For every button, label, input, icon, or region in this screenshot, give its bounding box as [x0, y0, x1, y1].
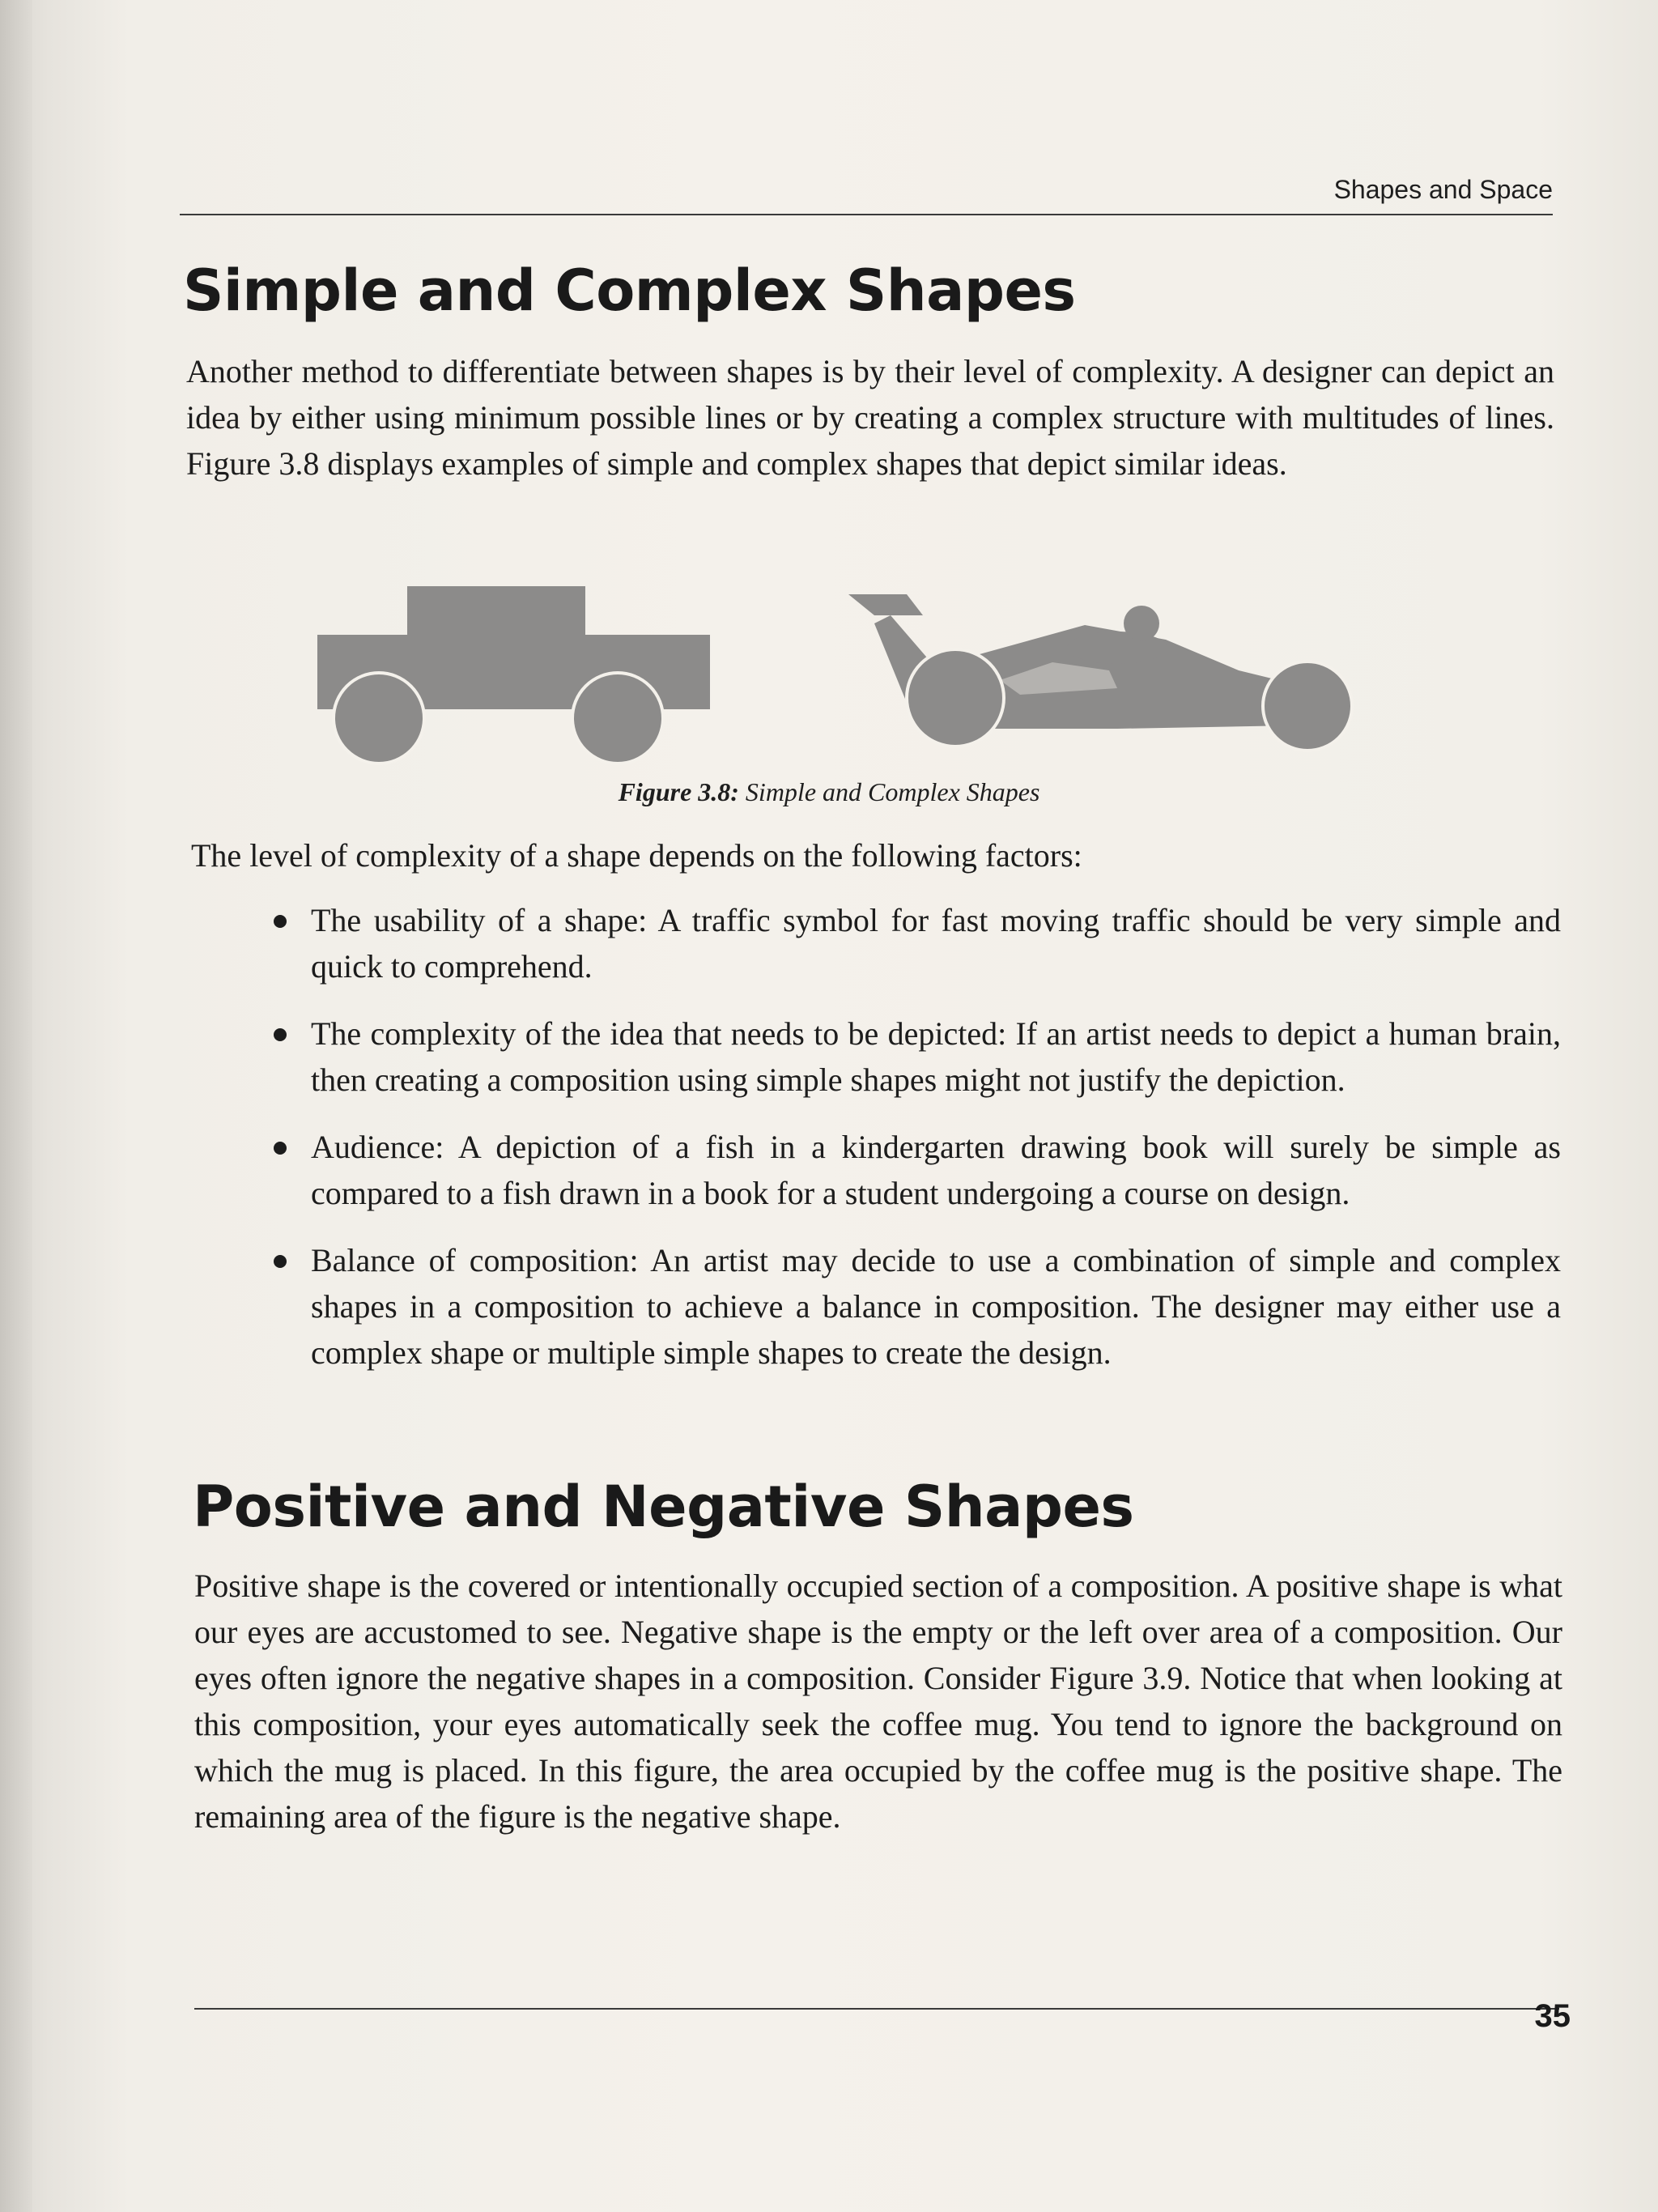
figure-caption-label: Figure 3.8: [618, 777, 739, 806]
list-item-text: Audience: A depiction of a fish in a kindergarten drawing book will surely be simple as compared to a fish drawn in a book for a student undergoing a course on design. [311, 1129, 1561, 1211]
bullet-icon [274, 1255, 287, 1268]
section-heading-positive-negative: Positive and Negative Shapes [193, 1474, 1134, 1540]
header-rule [180, 214, 1553, 215]
book-spine-shadow [0, 0, 32, 2212]
list-item-text: The usability of a shape: A traffic symbol for fast moving traffic should be very simple and quick to comprehend. [311, 902, 1561, 985]
factors-list [267, 897, 1561, 1397]
truck-icon [317, 586, 710, 764]
factors-intro: The level of complexity of a shape depends on the following factors: [191, 837, 1082, 874]
section-heading-simple-complex: Simple and Complex Shapes [183, 257, 1076, 324]
bullet-icon [274, 915, 287, 928]
figure-3-8-illustration [308, 567, 1425, 769]
page-number: 35 [1534, 1998, 1571, 2034]
footer-rule [194, 2008, 1559, 2010]
list-item [267, 1237, 1561, 1376]
bullet-icon [274, 1028, 287, 1041]
figure-3-8 [308, 567, 1425, 769]
race-car-icon [848, 594, 1352, 751]
list-item [267, 897, 1561, 989]
bullet-icon [274, 1142, 287, 1155]
figure-caption [0, 777, 1658, 807]
positive-negative-paragraph: Positive shape is the covered or intentionally occupied section of a composition. A positive shape is what our eyes are accustomed to see. Negative shape is the empty or the left over area of a composition. Our eyes often ignore the negative shapes in a composition. Consider Figure 3.9. Notice that when looking at this composition, your eyes automatically seek the coffee mug. You tend to ignore the background on which the mug is placed. In this figure, the area occupied by the coffee mug is the positive shape. The remaining area of the figure is the negative shape. [194, 1568, 1562, 1835]
list-item-text: The complexity of the idea that needs to be depicted: If an artist needs to depict a human brain, then creating a composition using simple shapes might not justify the depiction. [311, 1015, 1561, 1098]
list-item [267, 1010, 1561, 1103]
list-item-text: Balance of composition: An artist may decide to use a combination of simple and complex shapes in a composition to achieve a balance in composition. The designer may either use a complex shape or multiple simple shapes to create the design. [311, 1242, 1561, 1371]
intro-paragraph: Another method to differentiate between shapes is by their level of complexity. A designer can depict an idea by either using minimum possible lines or by creating a complex structure with multitudes of lines. Figure 3.8 displays examples of simple and complex shapes that depict similar ideas. [186, 353, 1554, 482]
figure-caption-text: Simple and Complex Shapes [745, 777, 1040, 806]
running-head: Shapes and Space [1333, 175, 1553, 204]
list-item [267, 1124, 1561, 1216]
